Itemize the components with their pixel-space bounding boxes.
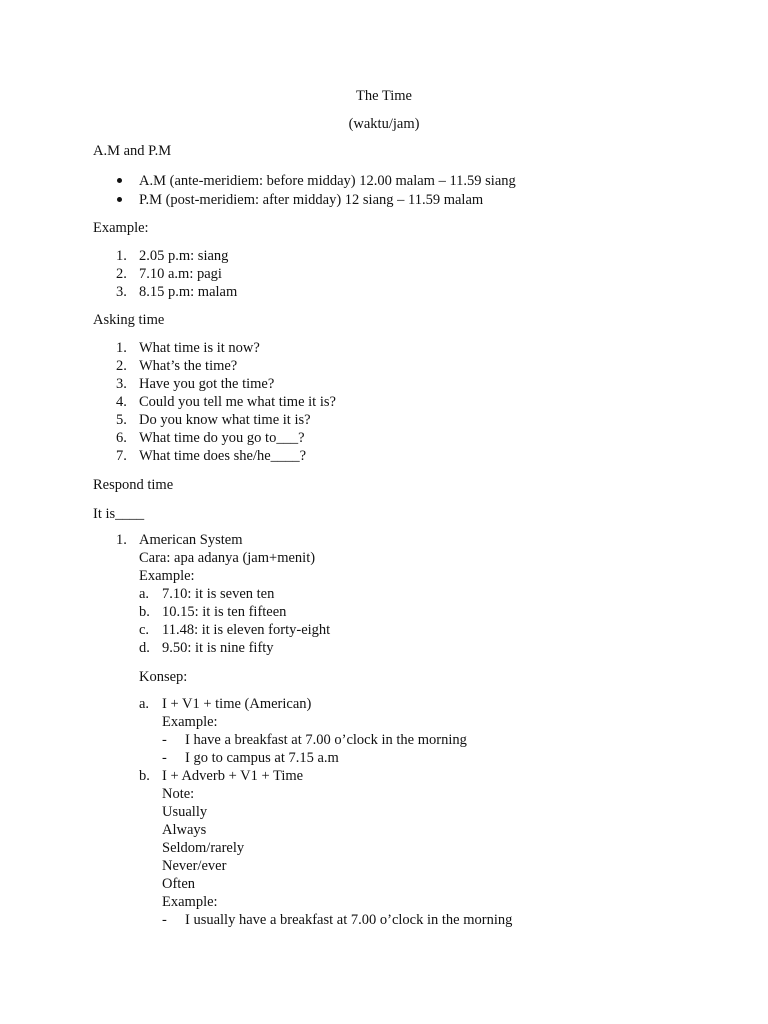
list-number: 1. — [116, 532, 127, 548]
ampm-heading: A.M and P.M — [93, 143, 172, 159]
konsep-a-example-label: Example: — [162, 714, 218, 730]
american-item: 10.15: it is ten fifteen — [162, 604, 287, 620]
asking-item: What time does she/he____? — [139, 448, 307, 464]
list-letter: b. — [139, 604, 150, 620]
adverb-item: Never/ever — [162, 858, 227, 874]
list-number: 7. — [116, 448, 127, 464]
ampm-item-pm: P.M (post-meridiem: after midday) 12 siang – 11.59 malam — [139, 192, 484, 208]
konsep-b-formula: I + Adverb + V1 + Time — [162, 768, 304, 784]
list-letter: a. — [139, 586, 150, 602]
respond-heading: Respond time — [93, 477, 174, 493]
list-number: 3. — [116, 376, 127, 392]
example-item: 7.10 a.m: pagi — [139, 266, 222, 282]
american-cara: Cara: apa adanya (jam+menit) — [139, 550, 316, 566]
asking-item: Could you tell me what time it is? — [139, 394, 336, 410]
list-letter: c. — [139, 622, 150, 638]
list-number: 4. — [116, 394, 127, 410]
list-number: 2. — [116, 266, 127, 282]
list-letter: a. — [139, 696, 150, 712]
example-item: 8.15 p.m: malam — [139, 284, 238, 300]
asking-item: What time do you go to___? — [139, 430, 305, 446]
bullet-icon — [117, 197, 122, 202]
adverb-item: Usually — [162, 804, 208, 820]
list-number: 2. — [116, 358, 127, 374]
american-item: 11.48: it is eleven forty-eight — [162, 622, 331, 638]
konsep-a-example: I go to campus at 7.15 a.m — [185, 750, 339, 766]
dash-marker: - — [162, 912, 167, 928]
american-example-label: Example: — [139, 568, 195, 584]
list-number: 3. — [116, 284, 127, 300]
list-number: 1. — [116, 340, 127, 356]
ampm-item-am: A.M (ante-meridiem: before midday) 12.00 malam – 11.59 siang — [139, 173, 516, 189]
list-letter: d. — [139, 640, 150, 656]
asking-item: What time is it now? — [139, 340, 260, 356]
dash-marker: - — [162, 732, 167, 748]
konsep-a-example: I have a breakfast at 7.00 o’clock in the morning — [185, 732, 467, 748]
list-letter: b. — [139, 768, 150, 784]
list-number: 5. — [116, 412, 127, 428]
konsep-b-example: I usually have a breakfast at 7.00 o’clock in the morning — [185, 912, 513, 928]
adverb-item: Seldom/rarely — [162, 840, 245, 856]
asking-item: Do you know what time it is? — [139, 412, 311, 428]
example-heading: Example: — [93, 220, 149, 236]
page-title: The Time — [356, 88, 412, 104]
konsep-b-example-label: Example: — [162, 894, 218, 910]
bullet-icon — [117, 178, 122, 183]
american-item: 7.10: it is seven ten — [162, 586, 275, 602]
adverb-item: Always — [162, 822, 207, 838]
konsep-a-formula: I + V1 + time (American) — [162, 696, 312, 712]
american-item: 9.50: it is nine fifty — [162, 640, 274, 656]
adverb-item: Often — [162, 876, 196, 892]
list-number: 6. — [116, 430, 127, 446]
konsep-label: Konsep: — [139, 669, 188, 685]
dash-marker: - — [162, 750, 167, 766]
page-subtitle: (waktu/jam) — [348, 116, 420, 132]
konsep-b-note-label: Note: — [162, 786, 195, 802]
list-number: 1. — [116, 248, 127, 264]
asking-heading: Asking time — [93, 312, 165, 328]
asking-item: What’s the time? — [139, 358, 238, 374]
american-title: American System — [139, 532, 243, 548]
asking-item: Have you got the time? — [139, 376, 275, 392]
example-item: 2.05 p.m: siang — [139, 248, 229, 264]
it-is-line: It is____ — [93, 506, 145, 522]
